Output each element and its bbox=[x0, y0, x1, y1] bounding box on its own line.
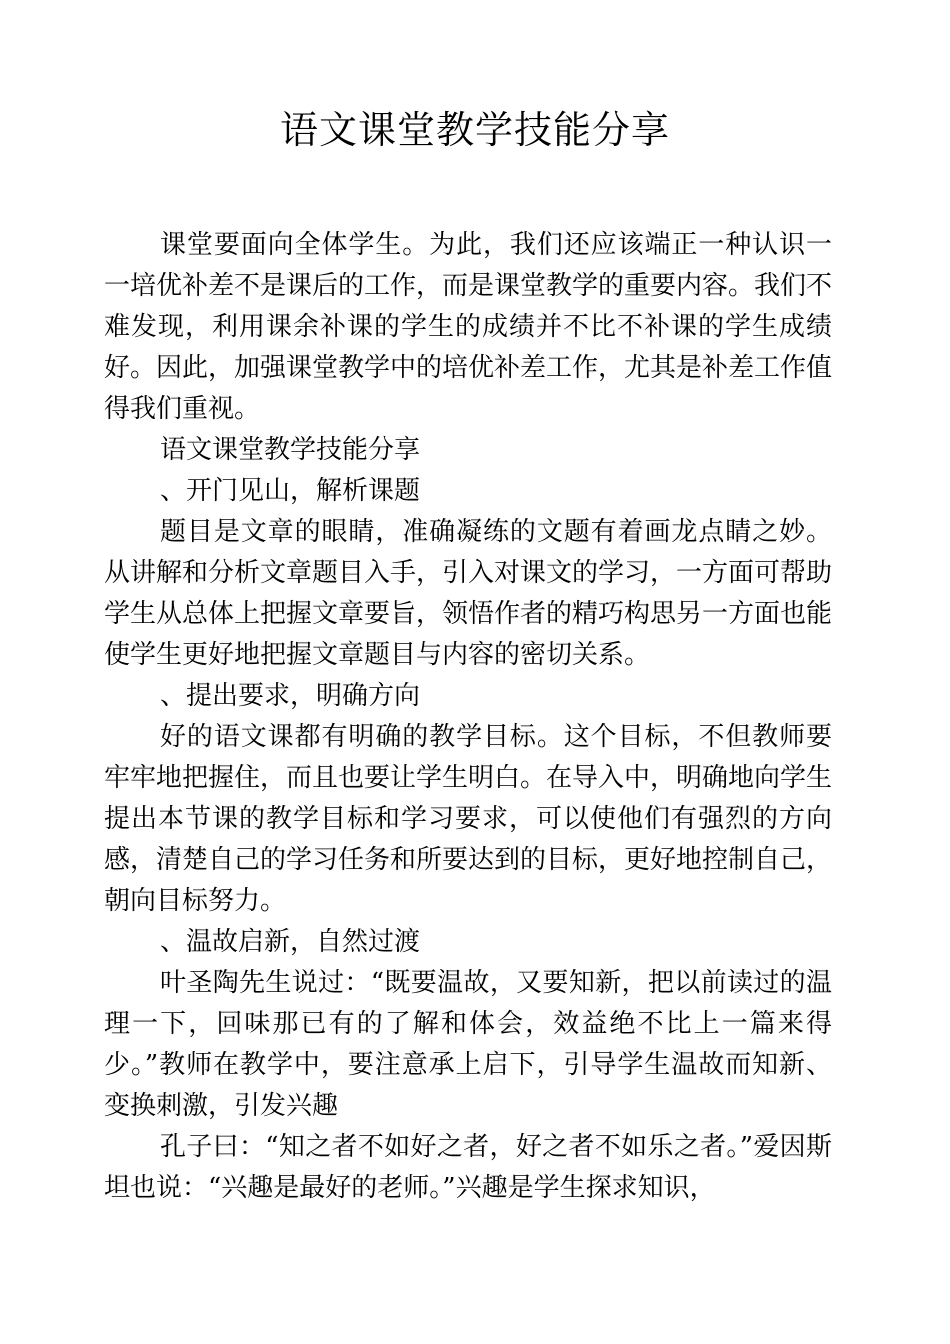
paragraph: 叶圣陶先生说过：“既要温故，又要知新，把以前读过的温理一下，回味那已有的了解和体会，效益绝不比上一篇来得少。”教师在教学中，要注意承上启下，引导学生温故而知新、变换刺激，引发兴趣 bbox=[104, 968, 832, 1121]
paragraph: 孔子曰：“知之者不如好之者，好之者不如乐之者。”爱因斯坦也说：“兴趣是最好的老师。”兴趣是学生探求知识， bbox=[104, 1132, 832, 1203]
list-item-heading: 、开门见山，解析课题 bbox=[160, 476, 421, 506]
document-body bbox=[104, 225, 832, 1209]
paragraph: 好的语文课都有明确的教学目标。这个目标，不但教师要牢牢地把握住，而且也要让学生明白。在导入中，明确地向学生提出本节课的教学目标和学习要求，可以使他们有强烈的方向感，清楚自己的学习任务和所要达到的目标，更好地控制自己，朝向目标努力。 bbox=[104, 722, 833, 916]
paragraph: 题目是文章的眼睛，准确凝练的文题有着画龙点睛之妙。从讲解和分析文章题目入手，引入对课文的学习，一方面可帮助学生从总体上把握文章要旨，领悟作者的精巧构思另一方面也能使学生更好地把握文章题目与内容的密切关系。 bbox=[104, 517, 833, 670]
document-title: 语文课堂教学技能分享 bbox=[279, 108, 670, 152]
paragraph: 课堂要面向全体学生。为此，我们还应该端正一种认识一一培优补差不是课后的工作，而是课堂教学的重要内容。我们不难发现，利用课余补课的学生的成绩并不比不补课的学生成绩好。因此，加强课堂教学中的培优补差工作，尤其是补差工作值得我们重视。 bbox=[104, 230, 833, 424]
list-item-heading: 、提出要求，明确方向 bbox=[160, 681, 421, 711]
list-item-heading: 、温故启新，自然过渡 bbox=[160, 927, 421, 957]
section-heading: 语文课堂教学技能分享 bbox=[160, 435, 421, 465]
